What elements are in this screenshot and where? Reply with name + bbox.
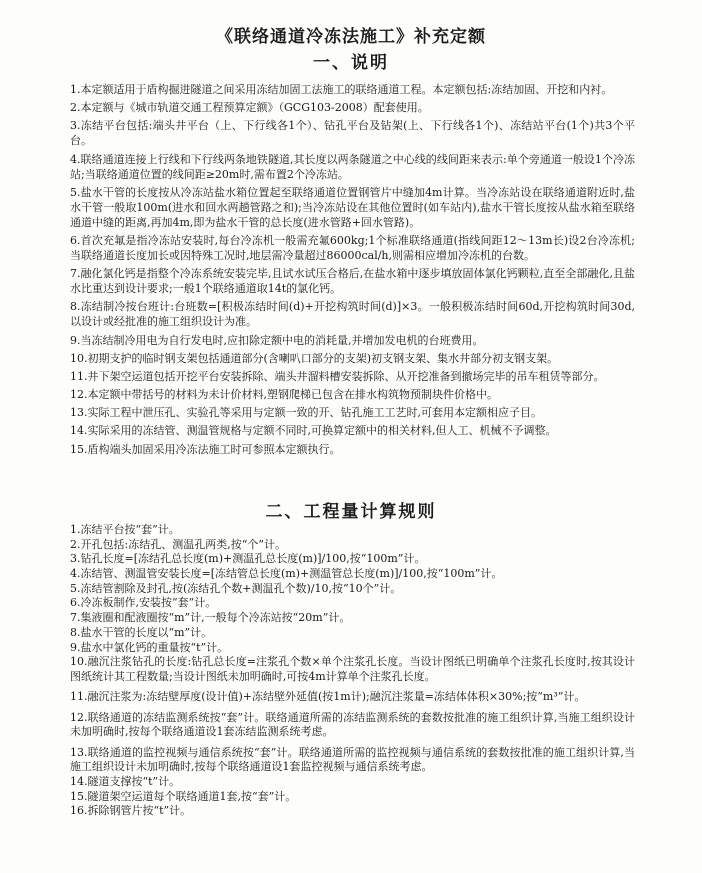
rule-item: 11.融沉注浆为:冻结壁厚度(设计值)+冻结壁外延值(按1m计);融沉注浆量=冻结体体积×30%;按“m³”计。 [70, 690, 586, 704]
section-heading-explanation: 一、说明 [313, 53, 389, 73]
calculation-rules-list [70, 523, 635, 819]
rule-item: 9.盐水中氯化钙的重量按“t”计。 [70, 640, 229, 654]
rule-item: 4.冻结管、测温管安装长度=[冻结管总长度(m)+测温管总长度(m)]/100,按“100m”计。 [70, 567, 503, 581]
explanation-item: 10.初期支护的临时钢支架包括通道部分(含喇叭口部分的支架)初支钢支架、集水井部分初支钢支架。 [70, 351, 559, 365]
rule-item: 3.钻孔长度=[冻结孔总长度(m)+测温孔总长度(m)]/100,按“100m”计。 [70, 552, 426, 566]
rule-item: 14.隧道支撑按“t”计。 [70, 774, 181, 788]
explanation-item: 8.冻结制冷按台班计:台班数=[积极冻结时间(d)+开挖构筑时间(d)]×3。一般积极冻结时间60d,开挖构筑时间30d,以设计或经批准的施工组织设计为准。 [70, 300, 635, 329]
explanation-item: 15.盾构端头加固采用冷冻法施工时可参照本定额执行。 [70, 442, 341, 456]
rule-item: 10.融沉注浆钻孔的长度:钻孔总长度=注浆孔个数×单个注浆孔长度。当设计图纸已明确单个注浆孔长度时,按其设计图纸统计其工程数量;当设计图纸未加明确时,可按4m计算单个注浆孔长度。 [70, 655, 635, 683]
rule-item: 8.盐水干管的长度以“m”计。 [70, 625, 213, 639]
rule-item: 7.集液圈和配液圈按“m”计,一般每个冷冻站按“20m”计。 [70, 611, 351, 625]
rule-item: 2.开孔包括:冻结孔、测温孔两类,按“个”计。 [70, 537, 286, 551]
explanation-item: 9.当冻结制冷用电为自行发电时,应扣除定额中电的消耗量,并增加发电机的台班费用。 [70, 333, 484, 347]
document-title: 《联络通道冷冻法施工》补充定额 [216, 27, 486, 47]
rule-item: 15.隧道架空运道每个联络通道1套,按“套”计。 [70, 789, 297, 803]
explanation-item: 11.井下架空运道包括开挖平台安装拆除、端头井溜料槽安装拆除、从开挖准备到撤场完毕的吊车租赁等部分。 [70, 369, 605, 383]
explanation-item: 14.实际采用的冻结管、测温管规格与定额不同时,可换算定额中的相关材料,但人工、机械不予调整。 [70, 424, 557, 438]
rule-item: 13.联络通道的监控视频与通信系统按“套”计。联络通道所需的监控视频与通信系统的套数按批准的施工组织计算,当施工组织设计未加明确时,按每个联络通道设1套监控视频与通信系统考虑。 [70, 745, 635, 774]
explanation-item: 12.本定额中带括号的材料为未计价材料,塑钢爬梯已包含在排水构筑物预制块件价格中。 [70, 388, 498, 402]
explanation-item: 4.联络通道连接上行线和下行线两条地铁隧道,其长度以两条隧道之中心线的线间距来表示:单个旁通道一般设1个冷冻站;当联络通道位置的线间距≥20m时,需布置2个冷冻站。 [70, 152, 635, 181]
rule-item: 16.拆除钢管片按“t”计。 [70, 804, 192, 818]
explanation-item: 1.本定额适用于盾构掘进隧道之间采用冻结加固工法施工的联络通道工程。本定额包括:冻结加固、开挖和内衬。 [70, 83, 613, 96]
rule-item: 6.冷冻板制作,安装按“套”计。 [70, 596, 217, 610]
rule-item: 1.冻结平台按“套”计。 [70, 523, 180, 536]
section-heading-calculation-rules: 二、工程量计算规则 [265, 502, 437, 522]
explanation-item: 3.冻结平台包括:端头井平台（上、下行线各1个）、钻孔平台及钻架(上、下行线各1个)、冻结站平台(1个)共3个平台。 [70, 119, 635, 148]
explanation-list [70, 82, 635, 460]
explanation-item: 2.本定额与《城市轨道交通工程预算定额》（GCG103-2008）配套使用。 [70, 101, 429, 115]
explanation-item: 5.盐水干管的长度按从冷冻站盐水箱位置起至联络通道位置钢管片中缝加4m计算。当冷冻站设在联络通道附近时,盐水干管一般取100m(进水和回水两趟管路之和);当冷冻站设在其他位置时(如车站内),盐水干管长度按从盐水箱至联络通道中缝的距离,再加4m,即为盐水干管的总长度(进水管路+回水管路)。 [70, 185, 635, 229]
rule-item: 12.联络通道的冻结监测系统按“套”计。联络通道所需的冻结监测系统的套数按批准的施工组织计算,当施工组织设计未加明确时,按每个联络通道设1套冻结监测系统考虑。 [70, 710, 635, 739]
explanation-item: 7.融化氯化钙是指整个冷冻系统安装完毕,且试水试压合格后,在盐水箱中逐步填放固体氯化钙颗粒,直至全部融化,且盐水比重达到设计要求;一般1个联络通道取14t的氯化钙。 [70, 267, 635, 296]
rule-item: 5.冻结管割除及封孔,按(冻结孔个数+测温孔个数)/10,按“10个”计。 [70, 581, 402, 595]
explanation-item: 6.首次充氟是指冷冻站安装时,每台冷冻机一般需充氟600kg;1个标准联络通道(指线间距12～13m长)设2台冷冻机;当联络通道长度加长或因特殊工况时,地层需冷量超过86000cal/h,则需相应增加冷冻机的台数。 [70, 233, 635, 262]
explanation-item: 13.实际工程中泄压孔、实验孔等采用与定额一致的开、钻孔施工工艺时,可套用本定额相应子目。 [70, 406, 542, 420]
